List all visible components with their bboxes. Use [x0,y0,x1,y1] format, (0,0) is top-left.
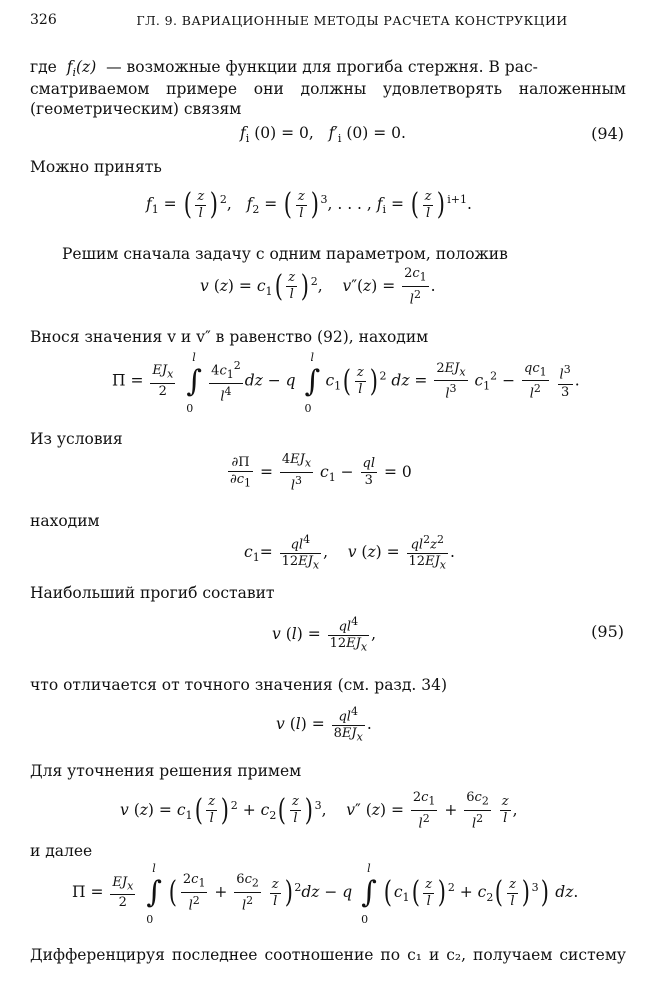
equation-94: $f_i$ (0) = 0, $f'_i$ (0) = 0. [240,124,406,146]
text-fragment: — возможные функции для прогиба стержня. В рас- [106,58,538,76]
running-header [30,12,624,34]
paragraph-line: Можно принять [30,158,162,176]
equation-stationarity: $\frac{\partial П}{\partial c_1}$ = $\frac{4EJ_x}{l^3}$ $c_1$ − $\frac{ql}{3}$ = 0 [230,452,412,493]
paragraph-line: находим [30,512,100,530]
text-fragment: где [30,58,57,76]
equation-number: (95) [591,622,624,641]
equation-one-parameter: v $(z) = c_1$( $\frac{z}{l}$ ) $^2$, v″(z) = $\frac{2c_1}{l^2}$ . [200,266,436,307]
paragraph-line: Решим сначала задачу с одним параметром, положив [62,245,508,263]
paragraph-line: Наибольший прогиб составит [30,584,275,602]
chapter-title: ГЛ. 9. ВАРИАЦИОННЫЕ МЕТОДЫ РАСЧЕТА КОНСТРУКЦИИ [136,13,568,28]
equation-solution-1: $c_1=$ $\frac{ql^4}{12EJ_x}$ , v (z) = $\frac{ql^2z^2}{12EJ_x}$ . [244,533,455,572]
equation-two-parameter: v $(z) = c_1$( $\frac{z}{l}$ ) $^2 + c_2$( $\frac{z}{l}$ ) $^3$, v″ (z) = $\frac{2c_1}{l^2}$ + $\frac{6c_2}{l^2}$ $\frac{z}{l}$ , [120,790,518,831]
equation-95: v (l) = $\frac{ql^4}{12EJ_x}$ , [272,615,377,654]
equation-exact: v (l) = $\frac{ql^4}{8EJ_x}$ . [276,705,372,744]
equation-basis-functions: $f_1$ = ( $\frac{z}{l}$ ) $^2$, $f_2$ = ( $\frac{z}{l}$ ) $^3$, . . . , $f_i$ = ( $\frac{z}{l}$ ) $^{i+1}$. [146,187,472,222]
paragraph-line: что отличается от точного значения (см. разд. 34) [30,676,448,694]
equation-energy-1: П = $\frac{EJ_x}{2}$ ∫ l 0 $\frac{4c_1^2}{l^4}$ dz − q ∫ l 0 $c_1$( $\frac{z}{l}$ ) $^2$ dz = $\frac{2EJ_x}{l^3}$ $c_1^2$ − $\frac{qc_1}{l^2}$ $\frac{l^3}{3}$ . [112,350,580,415]
paragraph-line: Дифференцируя последнее соотношение по c₁ и c₂, получаем систему [30,946,626,964]
paragraph-line: Внося значения v и v″ в равенство (92), находим [30,328,429,346]
paragraph-line: сматриваемом примере они должны удовлетворять наложенным [30,80,626,98]
equation-number: (94) [591,124,624,143]
paragraph-line: где $f_i(z)$ — возможные функции для прогиба стержня. В рас- [30,58,538,80]
paragraph-line: и далее [30,842,93,860]
equation-energy-2: П = $\frac{EJ_x}{2}$ ∫ l 0 ( $\frac{2c_1}{l^2}$ + $\frac{6c_2}{l^2}$ $\frac{z}{l}$ ) $^2$dz − q ∫ l 0 ( $c_1$( $\frac{z}{l}$ ) $^2 + c_2$( $\frac{z}{l}$ ) $^3$) dz. [72,862,579,926]
paragraph-line: Из условия [30,430,123,448]
paragraph-line: (геометрическим) связям [30,100,242,118]
paragraph-line: Для уточнения решения примем [30,762,302,780]
page-number: 326 [30,12,57,28]
